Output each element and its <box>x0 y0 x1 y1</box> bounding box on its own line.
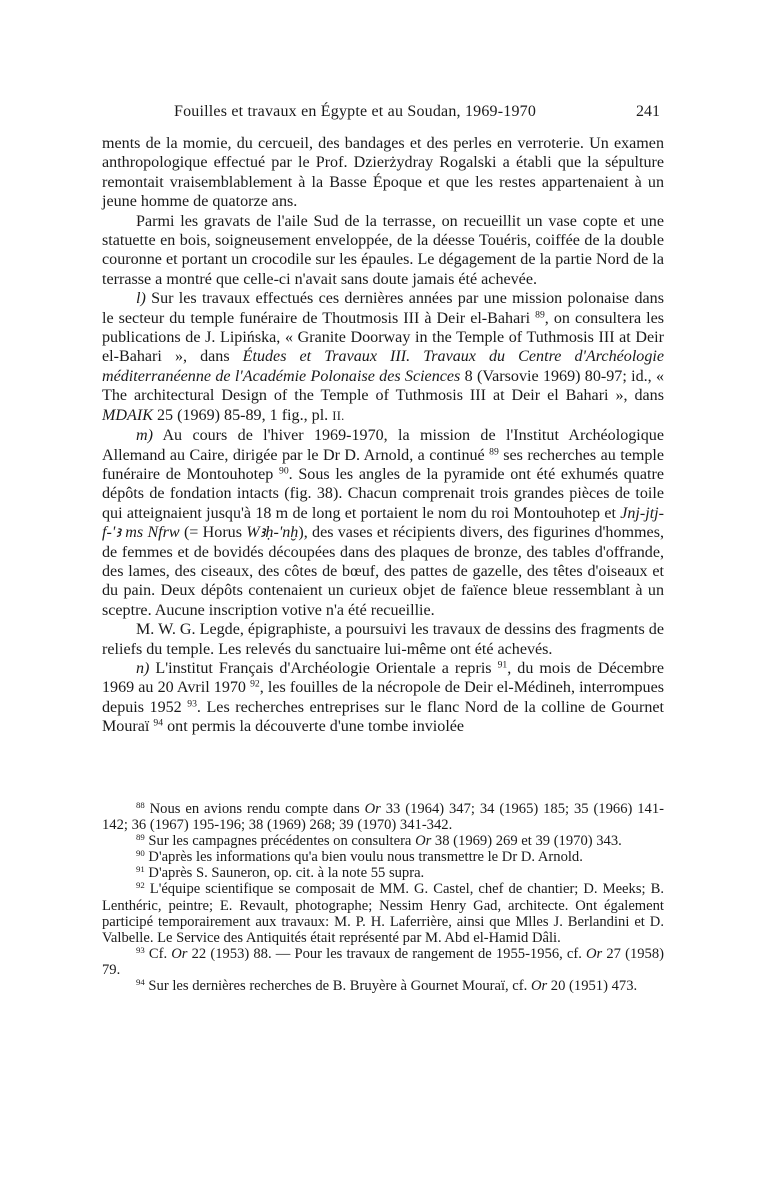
footnote-ref: 93 <box>187 698 197 710</box>
section-label: l) <box>136 290 146 308</box>
footnote-text: Sur les dernières recherches de B. Bruyère à Gournet Mouraï, cf. <box>148 978 531 995</box>
footnote <box>102 946 664 978</box>
footnote <box>102 865 664 881</box>
section-label: n) <box>136 659 150 677</box>
footnote-ref: 89 <box>489 446 499 458</box>
footnote-number: 89 <box>136 832 145 843</box>
footnote-text: 20 (1951) 473. <box>547 978 638 995</box>
footnote-number: 92 <box>136 880 145 891</box>
text-span: 25 (1969) 85-89, 1 fig., pl. <box>156 406 329 424</box>
text-span: , on consultera les publications de J. Lipińska, « Granite Doorway in the Temple of Tuthmosis III at Deir el-Bahari », dans <box>102 309 665 366</box>
footnote-ref: 92 <box>250 679 260 691</box>
text-span: . Les recherches entreprises sur le flanc Nord de la colline de Gournet Mouraï <box>102 698 665 736</box>
text-span: ses recherches au temple funéraire de Montouhotep <box>102 446 665 483</box>
journal-abbreviation: Or <box>171 945 188 962</box>
body-text <box>102 134 664 737</box>
horus-name: Wꜣḥ-'nḫ <box>246 524 299 542</box>
footnote-text: Cf. <box>148 945 172 962</box>
footnote-ref: 89 <box>535 309 545 321</box>
text-span: , du mois de Décembre 1969 au 20 Avril 1970 <box>102 659 665 697</box>
footnote-number: 91 <box>136 864 145 875</box>
journal-abbreviation: MDAIK <box>102 406 153 424</box>
text-span: ont permis la découverte d'une tombe inviolée <box>167 718 465 736</box>
section-label: m) <box>136 427 153 445</box>
footnote-ref: 90 <box>279 465 289 477</box>
paragraph-section-n <box>102 659 664 737</box>
publication-title: Études et Travaux III. Travaux du Centre d'Archéologie méditerranéenne de l'Académie Polonaise des Sciences <box>102 348 664 385</box>
footnote-text: L'équipe scientifique se composait de MM. G. Castel, chef de chantier; D. Meeks; B. Lenthéric, peintre; E. Revault, photographe; Nessim Henry Gad, architecte. Ont également participé temporairement aux travaux: M. P. H. Laferrière, ainsi que Mlles J. Berlandini et D. Valbelle. Le Service des Antiquités était représenté par M. Abd el-Hamid Dâli. <box>102 881 664 946</box>
footnote <box>102 978 664 994</box>
journal-abbreviation: Or <box>364 801 381 817</box>
paragraph-section-m <box>102 426 664 620</box>
paragraph-legde: M. W. G. Legde, épigraphiste, a poursuivi les travaux de dessins des fragments de reliefs du temple. Les relevés du sanctuaire lui-même ont été achevés. <box>102 621 664 658</box>
footnote <box>102 881 664 945</box>
footnote-text: Nous en avions rendu compte dans <box>149 801 365 817</box>
text-span: ), des vases et récipients divers, des figurines d'hommes, de femmes et de bovidés découpées dans des plaques de bronze, des tables d'offrande, des lames, des ciseaux, des côtes de bœuf, des pattes de gazelle, des têtes d'oiseaux et du pain. Deux dépôts contenaient un curieux objet de faïence bleue ressemblant à un sceptre. Aucune inscription votive n'a été recueillie. <box>102 524 664 619</box>
footnote-number: 90 <box>136 848 145 859</box>
running-title: Fouilles et travaux en Égypte et au Soudan, 1969-1970 <box>174 103 537 120</box>
text-span: L'institut Français d'Archéologie Orientale a repris <box>155 659 492 677</box>
footnote-ref: 94 <box>153 717 164 729</box>
footnote-text: 33 (1964) 347; 34 (1965) 185; 35 (1966) 141-142; 36 (1967) 195-196; 38 (1969) 268; 39 (1970) 341-342. <box>102 801 664 834</box>
royal-name: Jnj-jtj-f-'ꜣ ms Nfrw <box>102 504 664 542</box>
paragraph-continuation: ments de la momie, du cercueil, des bandages et des perles en verroterie. Un examen anthropologique effectué par le Prof. Dzierżydray Rogalski a établi que la sépulture remontait vraisemblablement à la Basse Époque et que les restes appartenaient à un jeune homme de quatorze ans. <box>102 135 664 211</box>
footnote-text: Sur les campagnes précédentes on consultera <box>148 833 416 850</box>
footnotes <box>102 801 664 994</box>
text-span: Sur les travaux effectués ces dernières années par une mission polonaise dans le secteur du temple funéraire de Thoutmosis III à Deir el-Bahari <box>102 290 664 327</box>
text-span: (= Horus <box>183 524 242 542</box>
journal-abbreviation: Or <box>415 833 432 850</box>
journal-abbreviation: Or <box>530 978 548 995</box>
text-span: Au cours de l'hiver 1969-1970, la mission de l'Institut Archéologique Allemand au Caire, dirigée par le Dr D. Arnold, a continué <box>102 427 664 464</box>
paragraph-gravats: Parmi les gravats de l'aile Sud de la terrasse, on recueillit un vase copte et une statuette en bois, soigneusement enveloppée, de la déesse Touéris, coiffée de la double couronne et portant un crocodile sur les épaules. Le dégagement de la partie Nord de la terrasse a montré que celle-ci n'avait sans doute jamais été achevée. <box>102 212 664 288</box>
text-span: . Sous les angles de la pyramide ont été exhumés quatre dépôts de fondation intacts (fig. 38). Chacun comprenait trois grandes pièces de toile qui atteignaient jusqu'à 18 m de long et portaient le nom du roi Montouhotep et <box>102 465 664 522</box>
footnote-text: 27 (1958) 79. <box>102 945 664 978</box>
footnote-text: 38 (1969) 269 et 39 (1970) 343. <box>431 833 622 850</box>
footnote-text: 22 (1953) 88. — Pour les travaux de rangement de 1955-1956, cf. <box>187 945 587 962</box>
footnote <box>102 801 664 833</box>
journal-abbreviation: Or <box>586 945 603 962</box>
footnote-number: 94 <box>136 977 145 988</box>
page-number: 241 <box>636 103 660 120</box>
footnote <box>102 833 664 849</box>
paragraph-section-l <box>102 289 664 426</box>
running-header <box>174 103 660 125</box>
footnote-text: D'après S. Sauneron, op. cit. à la note 55 supra. <box>148 865 425 882</box>
plate-number: II. <box>332 408 345 423</box>
footnote-number: 88 <box>136 800 145 811</box>
footnote-text: D'après les informations qu'a bien voulu nous transmettre le Dr D. Arnold. <box>148 849 583 866</box>
footnote-ref: 91 <box>497 659 508 671</box>
text-span: , les fouilles de la nécropole de Deir el-Médineh, interrompues depuis 1952 <box>102 679 665 716</box>
footnote-number: 93 <box>136 945 145 956</box>
text-span: 8 (Varsovie 1969) 80-97; id., « The architectural Design of the Temple of Tuthmosis III at Deir el Bahari », dans <box>102 367 665 405</box>
footnote <box>102 849 664 865</box>
